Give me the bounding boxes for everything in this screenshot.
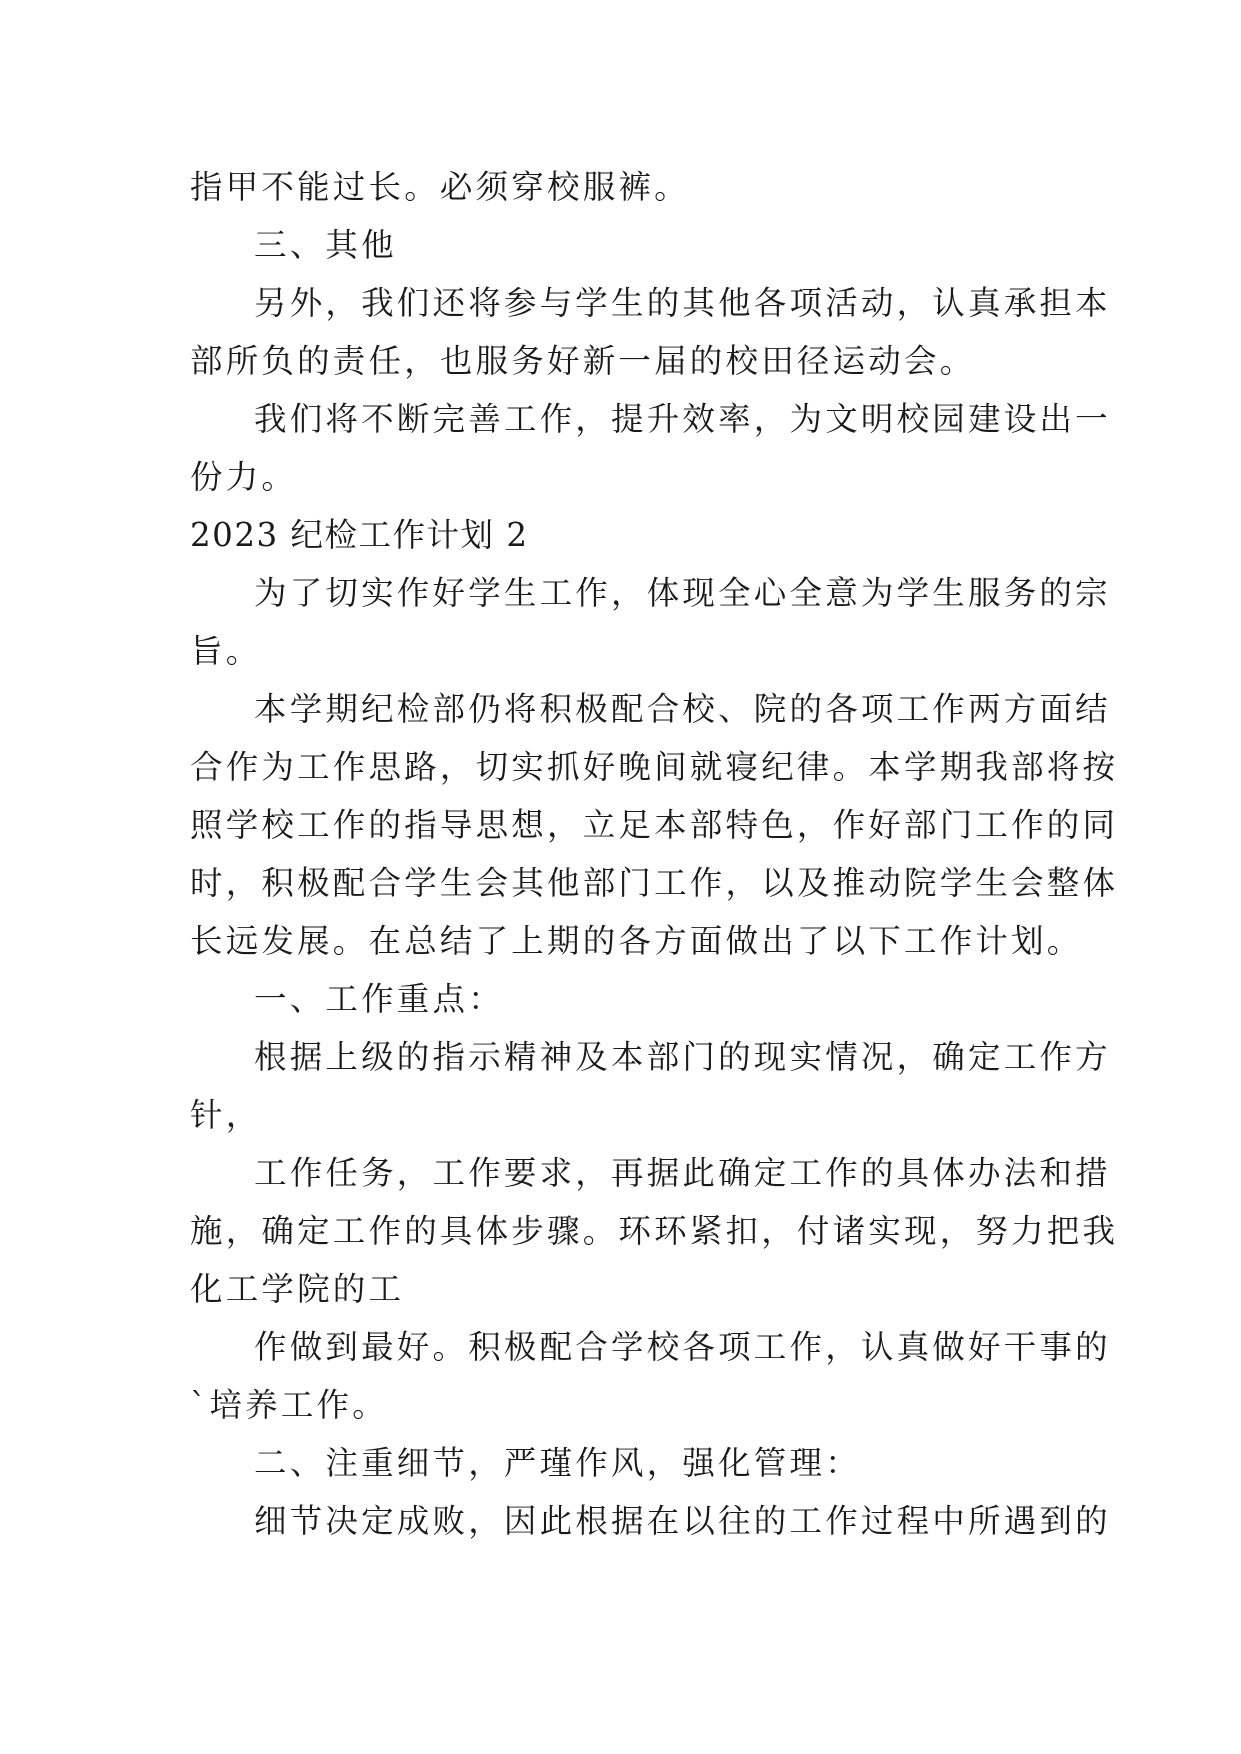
body-line: 细节决定成败，因此根据在以往的工作过程中所遇到的 xyxy=(254,1502,1111,1540)
section-heading: 一、工作重点： xyxy=(254,980,504,1018)
body-line: 长远发展。在总结了上期的各方面做出了以下工作计划。 xyxy=(190,922,1083,960)
body-line: 照学校工作的指导思想，立足本部特色，作好部门工作的同 xyxy=(190,806,1119,844)
body-line: 化工学院的工 xyxy=(190,1270,405,1308)
body-line: 份力。 xyxy=(190,458,298,496)
body-line: 作做到最好。积极配合学校各项工作，认真做好干事的 xyxy=(254,1328,1111,1366)
document-title: 2023 纪检工作计划 2 xyxy=(190,516,529,554)
body-line: 另外，我们还将参与学生的其他各项活动，认真承担本 xyxy=(254,284,1111,322)
body-line: 根据上级的指示精神及本部门的现实情况，确定工作方 xyxy=(254,1038,1111,1076)
body-line: 指甲不能过长。必须穿校服裤。 xyxy=(190,168,690,206)
section-heading: 二、注重细节，严瑾作风，强化管理： xyxy=(254,1444,861,1482)
body-line: `培养工作。 xyxy=(190,1386,388,1424)
body-line: 合作为工作思路，切实抓好晚间就寝纪律。本学期我部将按 xyxy=(190,748,1119,786)
body-line: 工作任务，工作要求，再据此确定工作的具体办法和措 xyxy=(254,1154,1111,1192)
body-line: 为了切实作好学生工作，体现全心全意为学生服务的宗 xyxy=(254,574,1111,612)
body-line: 针， xyxy=(190,1096,262,1134)
body-line: 时，积极配合学生会其他部门工作，以及推动院学生会整体 xyxy=(190,864,1119,902)
body-line: 我们将不断完善工作，提升效率，为文明校园建设出一 xyxy=(254,400,1111,438)
body-line: 施，确定工作的具体步骤。环环紧扣，付诸实现，努力把我 xyxy=(190,1212,1119,1250)
body-line: 部所负的责任，也服务好新一届的校田径运动会。 xyxy=(190,342,976,380)
document-body xyxy=(190,158,1119,1550)
section-heading: 三、其他 xyxy=(254,226,397,264)
body-line: 本学期纪检部仍将积极配合校、院的各项工作两方面结 xyxy=(254,690,1111,728)
body-line: 旨。 xyxy=(190,632,262,670)
